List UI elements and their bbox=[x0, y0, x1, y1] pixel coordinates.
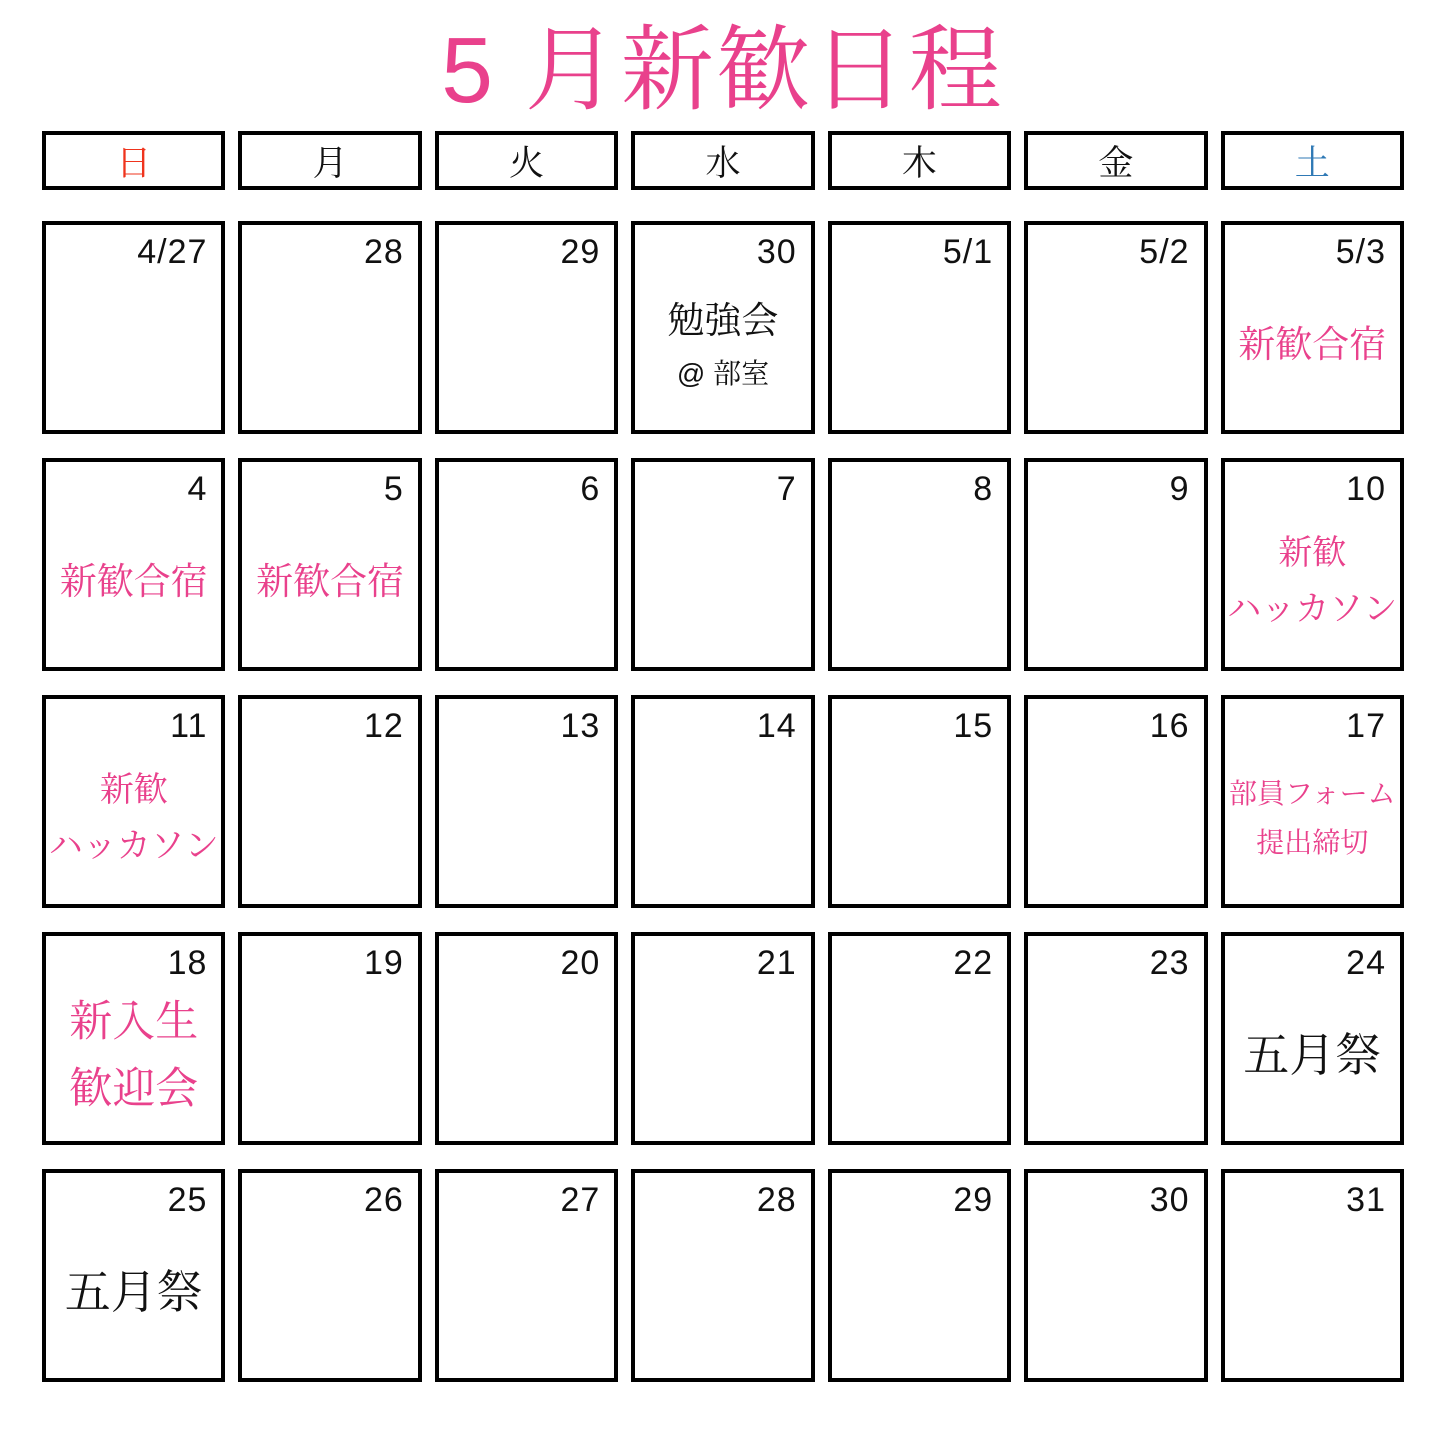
date-number: 20 bbox=[560, 944, 601, 982]
weekday-header-sat bbox=[1221, 131, 1404, 190]
date-number: 29 bbox=[560, 233, 601, 271]
event-label: 新歓 bbox=[99, 771, 168, 810]
calendar-cell-15 bbox=[828, 695, 1011, 908]
weekday-header-mon bbox=[238, 131, 421, 190]
event-label: @ 部室 bbox=[676, 357, 770, 389]
weekday-label: 水 bbox=[705, 143, 741, 183]
date-number: 30 bbox=[1149, 1181, 1190, 1219]
calendar-cell-23 bbox=[1024, 932, 1207, 1145]
calendar-cell-29 bbox=[435, 221, 618, 434]
event-label: 新歓合宿 bbox=[256, 560, 405, 602]
calendar-cell-12 bbox=[238, 695, 421, 908]
weekday-header-row bbox=[42, 131, 1404, 190]
date-number: 30 bbox=[756, 233, 797, 271]
event-label: 部員フォーム bbox=[1228, 778, 1396, 810]
weekday-label: 金 bbox=[1098, 143, 1134, 183]
weekday-header-fri bbox=[1024, 131, 1207, 190]
date-number: 5/2 bbox=[1139, 233, 1190, 271]
calendar-cell-4 bbox=[42, 458, 225, 671]
event-label: 勉強会 bbox=[667, 299, 779, 341]
date-number: 8 bbox=[973, 470, 994, 508]
event-label: 歓迎会 bbox=[69, 1064, 199, 1113]
date-number: 9 bbox=[1169, 470, 1190, 508]
calendar-cell-21 bbox=[631, 932, 814, 1145]
calendar-cell-22 bbox=[828, 932, 1011, 1145]
calendar-cell-26 bbox=[238, 1169, 421, 1382]
calendar-cell-11 bbox=[42, 695, 225, 908]
calendar-cell-8 bbox=[828, 458, 1011, 671]
date-number: 6 bbox=[580, 470, 601, 508]
cell-events bbox=[1227, 271, 1398, 418]
date-number: 25 bbox=[167, 1181, 208, 1219]
cell-events bbox=[48, 745, 219, 892]
weekday-header-thu bbox=[828, 131, 1011, 190]
date-number: 10 bbox=[1346, 470, 1386, 508]
event-label: 新入生 bbox=[69, 998, 199, 1047]
date-number: 7 bbox=[776, 470, 797, 508]
calendar-cell-10 bbox=[1221, 458, 1404, 671]
weekday-header-tue bbox=[435, 131, 618, 190]
cell-events bbox=[48, 982, 219, 1129]
date-number: 24 bbox=[1346, 944, 1386, 982]
calendar-cell-18 bbox=[42, 932, 225, 1145]
event-label: 五月祭 bbox=[64, 1266, 203, 1319]
date-number: 18 bbox=[167, 944, 208, 982]
calendar-cell-20 bbox=[435, 932, 618, 1145]
date-number: 26 bbox=[364, 1181, 404, 1219]
calendar-cell-7 bbox=[631, 458, 814, 671]
calendar-cell-30 bbox=[631, 221, 814, 434]
date-number: 15 bbox=[953, 707, 994, 745]
calendar-cell-6 bbox=[435, 458, 618, 671]
event-label: 新歓合宿 bbox=[1238, 323, 1387, 365]
date-number: 11 bbox=[170, 707, 208, 745]
calendar-cell-25 bbox=[42, 1169, 225, 1382]
calendar-cell-5-2 bbox=[1024, 221, 1207, 434]
event-label: ハッカソン bbox=[1227, 589, 1398, 628]
calendar-grid bbox=[42, 221, 1404, 1382]
date-number: 31 bbox=[1346, 1181, 1386, 1219]
date-number: 19 bbox=[364, 944, 404, 982]
event-label: ハッカソン bbox=[48, 826, 219, 865]
calendar-cell-30 bbox=[1024, 1169, 1207, 1382]
weekday-label: 日 bbox=[116, 143, 152, 183]
date-number: 5 bbox=[383, 470, 404, 508]
weekday-label: 土 bbox=[1294, 143, 1330, 183]
event-label: 新歓合宿 bbox=[59, 560, 208, 602]
calendar-cell-16 bbox=[1024, 695, 1207, 908]
calendar-cell-29 bbox=[828, 1169, 1011, 1382]
calendar-cell-28 bbox=[238, 221, 421, 434]
calendar-cell-28 bbox=[631, 1169, 814, 1382]
weekday-header-wed bbox=[631, 131, 814, 190]
cell-events bbox=[1227, 745, 1398, 892]
page-title: 5 月新歓日程 bbox=[441, 18, 1005, 122]
date-number: 28 bbox=[756, 1181, 797, 1219]
date-number: 29 bbox=[953, 1181, 994, 1219]
date-number: 14 bbox=[756, 707, 797, 745]
date-number: 27 bbox=[560, 1181, 601, 1219]
date-number: 16 bbox=[1149, 707, 1190, 745]
event-label: 提出締切 bbox=[1256, 826, 1369, 858]
event-label: 新歓 bbox=[1278, 534, 1347, 573]
date-number: 12 bbox=[364, 707, 404, 745]
weekday-label: 木 bbox=[901, 143, 937, 183]
calendar-cell-17 bbox=[1221, 695, 1404, 908]
calendar-cell-13 bbox=[435, 695, 618, 908]
date-number: 5/3 bbox=[1335, 233, 1386, 271]
cell-events bbox=[1227, 508, 1398, 655]
date-number: 17 bbox=[1346, 707, 1386, 745]
calendar-cell-9 bbox=[1024, 458, 1207, 671]
cell-events bbox=[48, 508, 219, 655]
date-number: 23 bbox=[1149, 944, 1190, 982]
calendar-cell-31 bbox=[1221, 1169, 1404, 1382]
date-number: 4 bbox=[187, 470, 208, 508]
cell-events bbox=[244, 508, 415, 655]
date-number: 5/1 bbox=[942, 233, 994, 271]
cell-events bbox=[48, 1219, 219, 1366]
date-number: 4/27 bbox=[137, 233, 208, 271]
date-number: 13 bbox=[560, 707, 601, 745]
cell-events bbox=[1227, 982, 1398, 1129]
calendar-cell-27 bbox=[435, 1169, 618, 1382]
weekday-label: 月 bbox=[312, 143, 348, 183]
cell-events bbox=[637, 271, 808, 418]
calendar-cell-14 bbox=[631, 695, 814, 908]
date-number: 21 bbox=[756, 944, 797, 982]
date-number: 22 bbox=[953, 944, 994, 982]
calendar-cell-4-27 bbox=[42, 221, 225, 434]
calendar-cell-24 bbox=[1221, 932, 1404, 1145]
calendar-cell-5 bbox=[238, 458, 421, 671]
weekday-header-sun bbox=[42, 131, 225, 190]
date-number: 28 bbox=[364, 233, 404, 271]
calendar-cell-5-3 bbox=[1221, 221, 1404, 434]
calendar-cell-5-1 bbox=[828, 221, 1011, 434]
calendar-cell-19 bbox=[238, 932, 421, 1145]
weekday-label: 火 bbox=[509, 143, 545, 183]
event-label: 五月祭 bbox=[1243, 1029, 1382, 1082]
